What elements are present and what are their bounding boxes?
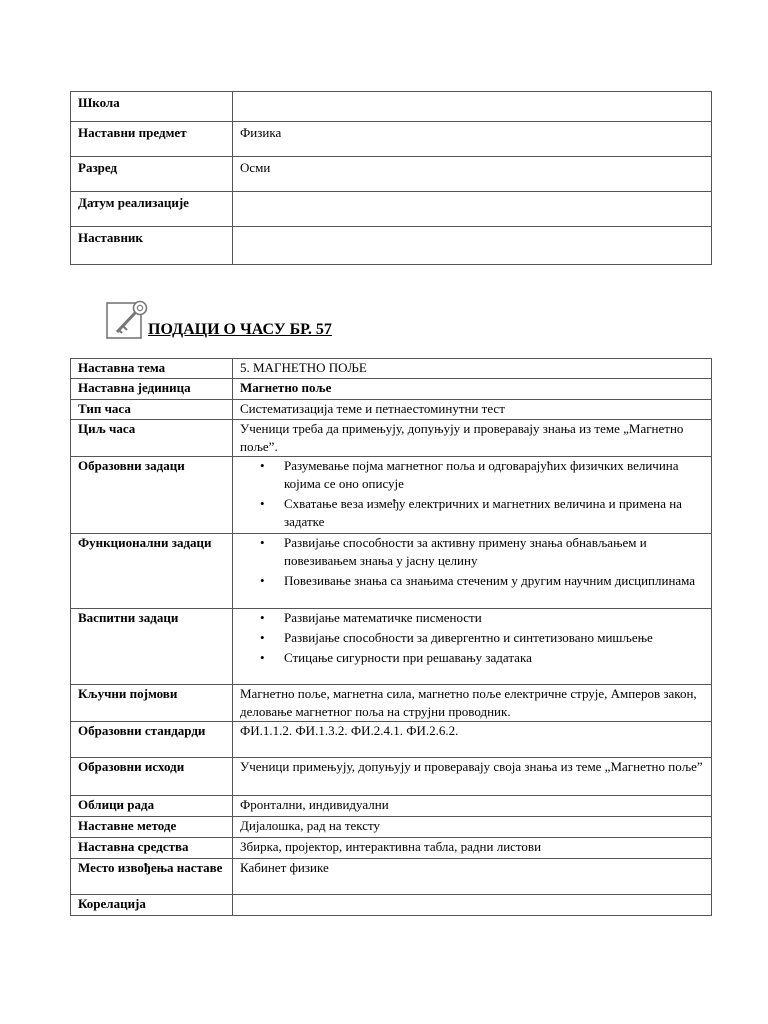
table-row — [71, 420, 712, 457]
info-label: Школа — [71, 92, 233, 122]
table-row — [71, 838, 712, 859]
row-value-standards: ФИ.1.1.2. ФИ.1.3.2. ФИ.2.4.1. ФИ.2.6.2. — [233, 722, 712, 758]
key-icon — [105, 299, 151, 341]
school-info-table — [70, 91, 712, 265]
table-row — [71, 895, 712, 916]
info-value — [233, 192, 712, 227]
lesson-details-table — [70, 358, 712, 916]
row-value-topic: 5. МАГНЕТНО ПОЉЕ — [233, 359, 712, 379]
row-label-unit: Наставна јединица — [71, 379, 233, 400]
bullet-list — [240, 457, 704, 531]
row-label-educational-tasks: Образовни задаци — [71, 457, 233, 534]
row-value-functional-tasks — [233, 534, 712, 609]
info-label: Наставник — [71, 227, 233, 265]
row-label-goal: Циљ часа — [71, 420, 233, 457]
table-row — [71, 609, 712, 685]
table-row — [71, 817, 712, 838]
list-item: • Стицање сигурности при решавању задатака — [240, 649, 704, 667]
list-item: • Развијање способности за дивергентно и синтетизовано мишљење — [240, 629, 704, 647]
row-value-work-forms: Фронтални, индивидуални — [233, 796, 712, 817]
info-row — [71, 227, 712, 265]
info-value — [233, 227, 712, 265]
row-label-correlation: Корелација — [71, 895, 233, 916]
list-item: • Повезивање знања са знањима стеченим у другим научним дисциплинама — [240, 572, 704, 590]
list-item: • Развијање способности за активну примену знања обнављањем и повезивањем знања у јасну целину — [240, 534, 704, 570]
row-value-type: Систематизација теме и петнаестоминутни тест — [233, 400, 712, 420]
list-item: • Разумевање појма магнетног поља и одговарајућих физичких величина којима се оно описује — [240, 457, 704, 493]
list-item: • Развијање математичке писмености — [240, 609, 704, 627]
table-row — [71, 685, 712, 722]
info-value: Физика — [233, 122, 712, 157]
row-label-outcomes: Образовни исходи — [71, 758, 233, 796]
table-row — [71, 758, 712, 796]
lesson-title: ПОДАЦИ О ЧАСУ БР. 57 — [148, 321, 332, 338]
info-row — [71, 157, 712, 192]
row-label-functional-tasks: Функционални задаци — [71, 534, 233, 609]
table-row — [71, 359, 712, 379]
info-row — [71, 192, 712, 227]
info-label: Датум реализације — [71, 192, 233, 227]
row-label-standards: Образовни стандарди — [71, 722, 233, 758]
row-value-correlation — [233, 895, 712, 916]
row-value-educational-tasks — [233, 457, 712, 534]
bullet-list — [240, 534, 704, 590]
info-row — [71, 122, 712, 157]
row-value-resources: Збирка, пројектор, интерактивна табла, радни листови — [233, 838, 712, 859]
table-row — [71, 457, 712, 534]
table-row — [71, 379, 712, 400]
row-value-methods: Дијалошка, рад на тексту — [233, 817, 712, 838]
row-value-outcomes: Ученици примењују, допуњују и проверавају своја знања из теме „Магнетно поље” — [233, 758, 712, 796]
info-label: Разред — [71, 157, 233, 192]
table-row — [71, 722, 712, 758]
row-label-key-terms: Кључни појмови — [71, 685, 233, 722]
row-label-place: Место извођења наставе — [71, 859, 233, 895]
info-value: Осми — [233, 157, 712, 192]
table-row — [71, 796, 712, 817]
info-label: Наставни предмет — [71, 122, 233, 157]
bullet-list — [240, 609, 704, 667]
row-value-key-terms: Магнетно поље, магнетна сила, магнетно поље електричне струје, Амперов закон, деловање магнетног поља на струјни проводник. — [233, 685, 712, 722]
row-label-resources: Наставна средства — [71, 838, 233, 859]
table-row — [71, 400, 712, 420]
info-value — [233, 92, 712, 122]
info-row — [71, 92, 712, 122]
row-label-type: Тип часа — [71, 400, 233, 420]
row-label-topic: Наставна тема — [71, 359, 233, 379]
row-value-unit: Магнетно поље — [233, 379, 712, 400]
row-label-work-forms: Облици рада — [71, 796, 233, 817]
lesson-heading — [105, 299, 425, 341]
list-item: • Схватање веза између електричних и магнетних величина и примена на задатке — [240, 495, 704, 531]
row-label-methods: Наставне методе — [71, 817, 233, 838]
table-row — [71, 859, 712, 895]
row-value-place: Кабинет физике — [233, 859, 712, 895]
row-label-upbringing-tasks: Васпитни задаци — [71, 609, 233, 685]
table-row — [71, 534, 712, 609]
row-value-upbringing-tasks — [233, 609, 712, 685]
row-value-goal: Ученици треба да примењују, допуњују и проверавају знања из теме „Магнетно поље”. — [233, 420, 712, 457]
